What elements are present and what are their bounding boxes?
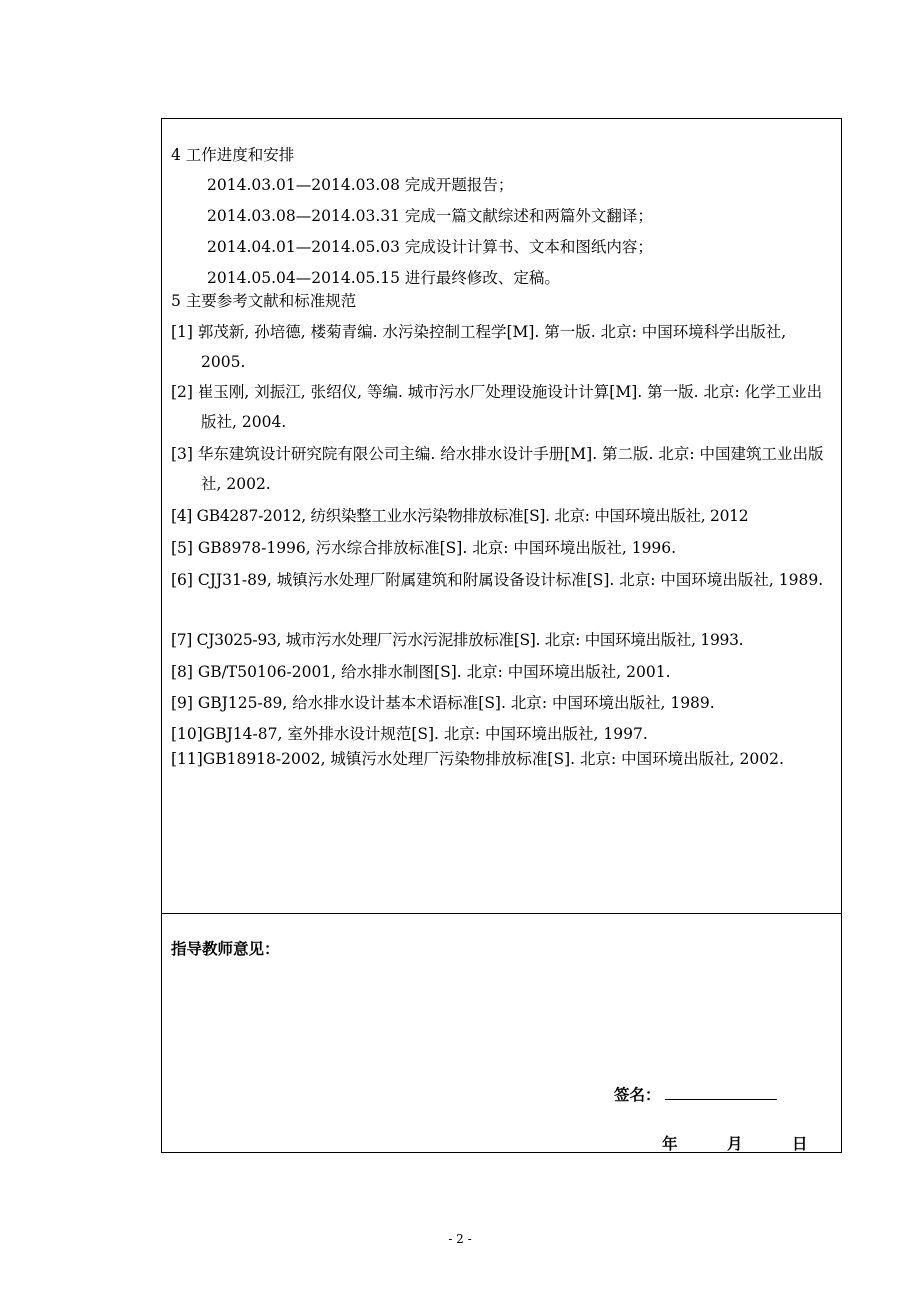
reference-9: [9] GBJ125-89, 给水排水设计基本术语标准[S]. 北京: 中国环境出版社, 1989.	[171, 694, 715, 712]
reference-5: [5] GB8978-1996, 污水综合排放标准[S]. 北京: 中国环境出版社, 1996.	[171, 539, 677, 557]
reference-10: [10]GBJ14-87, 室外排水设计规范[S]. 北京: 中国环境出版社, 1997.	[171, 725, 648, 743]
date-day: 日	[792, 1135, 808, 1153]
date-year: 年	[662, 1135, 678, 1153]
date-month: 月	[727, 1135, 743, 1153]
schedule-item-2: 2014.03.08—2014.03.31 完成一篇文献综述和两篇外文翻译；	[207, 207, 653, 225]
section5-heading: 5 主要参考文献和标准规范	[171, 292, 357, 310]
signature-label: 签名：	[614, 1086, 661, 1104]
reference-7: [7] CJ3025-93, 城市污水处理厂污水污泥排放标准[S]. 北京: 中国环境出版社, 1993.	[171, 631, 744, 649]
signature-area	[614, 1085, 777, 1105]
section4-heading: 4 工作进度和安排	[171, 146, 295, 164]
page-number: - 2 -	[448, 1232, 472, 1246]
schedule-item-1: 2014.03.01—2014.03.08 完成开题报告；	[207, 176, 514, 194]
reference-6: [6] CJJ31-89, 城镇污水处理厂附属建筑和附属设备设计标准[S]. 北京: 中国环境出版社, 1989.	[171, 571, 824, 589]
reference-4: [4] GB4287-2012, 纺织染整工业水污染物排放标准[S]. 北京: 中国环境出版社, 2012	[171, 507, 749, 525]
reference-3: [3] 华东建筑设计研究院有限公司主编. 给水排水设计手册[M]. 第二版. 北京: 中国建筑工业出版社, 2002.	[171, 445, 824, 493]
schedule-item-4: 2014.05.04—2014.05.15 进行最终修改、定稿。	[207, 269, 560, 287]
reference-8: [8] GB/T50106-2001, 给水排水制图[S]. 北京: 中国环境出版社, 2001.	[171, 663, 671, 681]
reference-11: [11]GB18918-2002, 城镇污水处理厂污染物排放标准[S]. 北京: 中国环境出版社, 2002.	[171, 750, 784, 768]
advisor-opinion-label: 指导教师意见：	[171, 940, 280, 958]
signature-line[interactable]	[665, 1085, 777, 1100]
reference-2: [2] 崔玉刚, 刘振江, 张绍仪, 等编. 城市污水厂处理设施设计计算[M]. 第一版. 北京: 化学工业出版社, 2004.	[171, 383, 823, 431]
section-divider	[162, 913, 841, 914]
reference-1: [1] 郭茂新, 孙培德, 楼菊青编. 水污染控制工程学[M]. 第一版. 北京: 中国环境科学出版社, 2005.	[171, 323, 787, 371]
schedule-item-3: 2014.04.01—2014.05.03 完成设计计算书、文本和图纸内容；	[207, 238, 653, 256]
form-table	[161, 118, 842, 1153]
